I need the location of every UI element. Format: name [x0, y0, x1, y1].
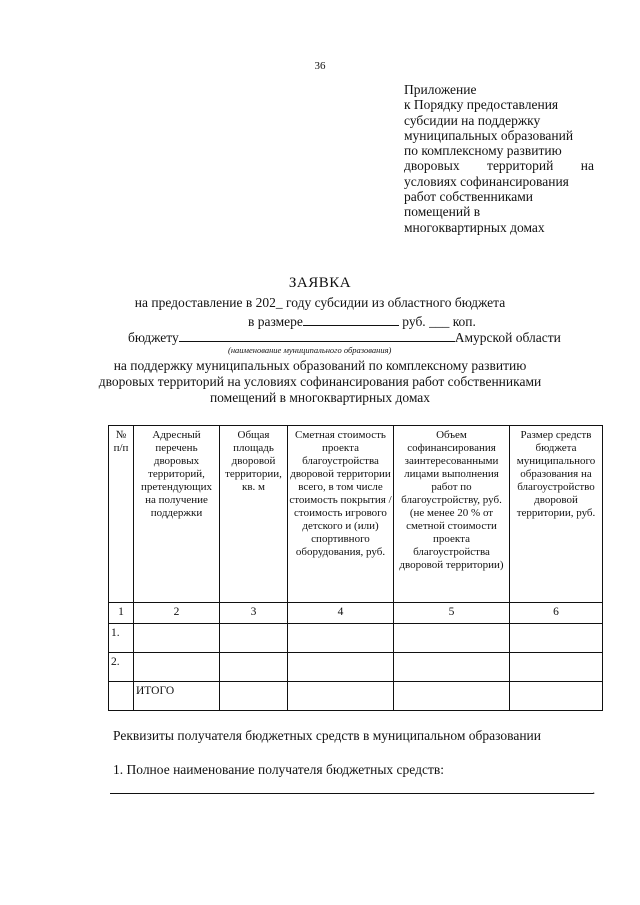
rub-label: руб.: [402, 314, 426, 329]
table-cell: [220, 653, 288, 682]
region-label: Амурской области: [454, 330, 561, 345]
request-paragraph: [0, 358, 640, 406]
requisites-heading: Реквизиты получателя бюджетных средств в муниципальном образовании: [113, 728, 542, 743]
table-cell: [510, 682, 603, 711]
appendix-line: к Порядку предоставления: [404, 97, 559, 113]
request-line-1: на предоставление в 202_ году субсидии из областного бюджета: [134, 295, 506, 310]
appendix-line: помещений в: [404, 204, 481, 220]
table-cell: [288, 682, 394, 711]
kop-blank: ___: [429, 314, 450, 329]
table-cell: [109, 682, 134, 711]
table-cell: [220, 682, 288, 711]
table-cell: 2.: [109, 653, 134, 682]
appendix-block: [404, 82, 594, 235]
column-number-row: [109, 603, 603, 624]
table-cell: [134, 624, 220, 653]
table-cell: [394, 682, 510, 711]
appendix-line: дворовых территорий на: [404, 158, 594, 174]
document-title: ЗАЯВКА: [288, 275, 352, 291]
budget-label: бюджету: [128, 330, 179, 345]
page-number: 36: [314, 60, 326, 72]
col-header-area: Общая площадь дворовой территории, кв. м: [220, 426, 288, 603]
col-header-address: Адресный перечень дворовых территорий, претендующих на получение поддержки: [134, 426, 220, 603]
table-total-row: [109, 682, 603, 711]
column-number: 5: [394, 603, 510, 624]
appendix-line: условиях софинансирования: [404, 173, 569, 189]
line-end-punctuation: .: [592, 782, 596, 797]
col-header-estimate: Сметная стоимость проекта благоустройства дворовой территории всего, в том числе стоимость покрытия / стоимость игрового детского и (или) спортивного оборудования, руб.: [288, 426, 394, 603]
kop-label: коп.: [452, 314, 476, 329]
table-cell: [510, 624, 603, 653]
appendix-line: работ собственниками: [404, 189, 534, 205]
table-row: [109, 653, 603, 682]
appendix-line: Приложение: [404, 82, 477, 97]
appendix-line: субсидии на поддержку: [404, 112, 541, 128]
paragraph-line: дворовых территорий на условиях софинансирования работ собственниками: [98, 374, 542, 389]
table-cell: [134, 653, 220, 682]
column-number: 3: [220, 603, 288, 624]
requisites-item-1: 1. Полное наименование получателя бюджетных средств:: [113, 762, 444, 777]
table-cell: [510, 653, 603, 682]
table-row: [109, 624, 603, 653]
col-header-cofinancing: Объем софинансирования заинтересованными лицами выполнения работ по благоустройству, руб. (не менее 20 % от сметной стоимости проекта благоустройства дворовой территории): [394, 426, 510, 603]
col-header-municipal-funds: Размер средств бюджета муниципального образования на благоустройство дворовой территории, руб.: [510, 426, 603, 603]
municipality-blank: [179, 329, 455, 342]
table-cell: [394, 653, 510, 682]
paragraph-line: на поддержку муниципальных образований по комплексному развитию: [113, 358, 527, 373]
table-header-row: [109, 426, 603, 603]
table-cell: [220, 624, 288, 653]
amount-label: в размере: [248, 314, 303, 329]
column-number: 6: [510, 603, 603, 624]
request-table: [108, 425, 603, 711]
paragraph-line: помещений в многоквартирных домах: [209, 390, 431, 405]
request-line-2: [248, 313, 476, 330]
appendix-line: муниципальных образований: [404, 127, 574, 143]
recipient-name-blank: [110, 793, 593, 794]
table-cell: [288, 624, 394, 653]
municipality-note: (наименование муниципального образования): [228, 345, 392, 355]
table-cell: 1.: [109, 624, 134, 653]
column-number: 4: [288, 603, 394, 624]
request-line-3: [128, 329, 561, 346]
total-label: ИТОГО: [134, 682, 220, 711]
column-number: 2: [134, 603, 220, 624]
appendix-line: многоквартирных домах: [404, 219, 545, 235]
column-number: 1: [109, 603, 134, 624]
col-header-number: № п/п: [109, 426, 134, 603]
table-cell: [394, 624, 510, 653]
table-cell: [288, 653, 394, 682]
appendix-line: по комплексному развитию: [404, 143, 562, 159]
amount-blank: [303, 313, 399, 326]
